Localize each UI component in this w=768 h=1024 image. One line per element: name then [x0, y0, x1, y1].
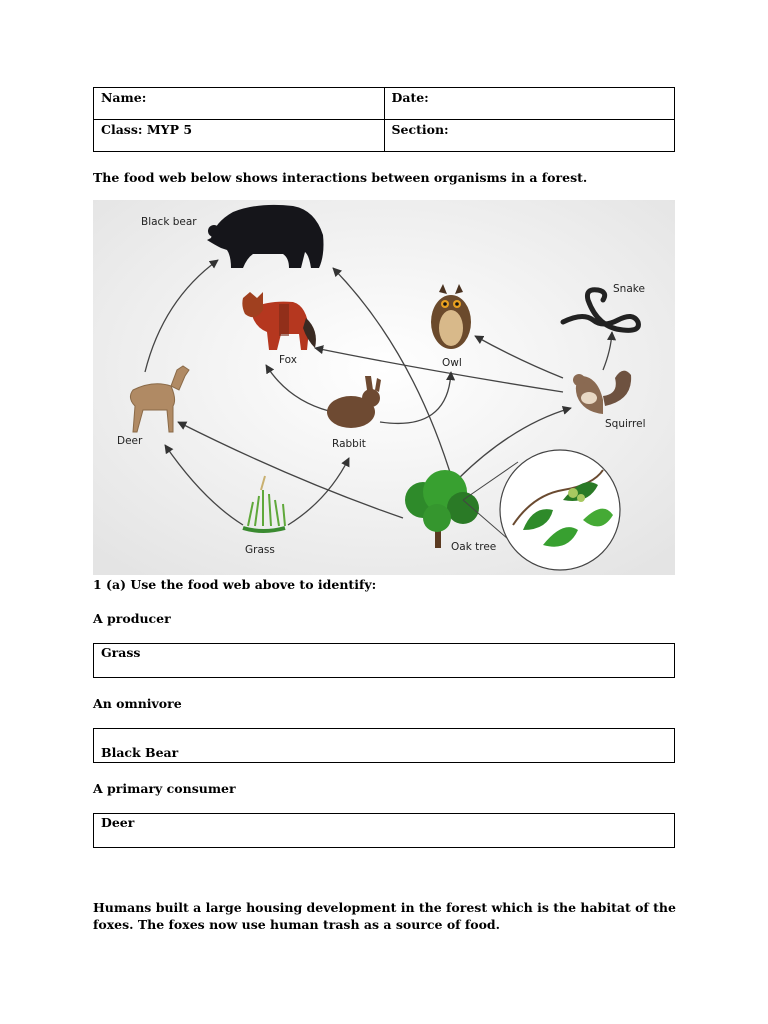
label-fox: Fox — [279, 354, 297, 366]
prompt-primary-consumer: A primary consumer — [93, 781, 236, 796]
label-owl: Owl — [442, 357, 462, 369]
label-grass: Grass — [245, 544, 275, 556]
label-deer: Deer — [117, 435, 143, 447]
answer-primary-consumer: Deer — [101, 815, 135, 830]
prompt-omnivore: An omnivore — [93, 696, 182, 711]
question-heading: 1 (a) Use the food web above to identify: — [93, 577, 377, 592]
class-field: Class: MYP 5 — [94, 120, 385, 152]
closing-line-2: foxes. The foxes now use human trash as a source of food. — [93, 917, 501, 932]
intro-text: The food web below shows interactions between organisms in a forest. — [93, 170, 588, 185]
name-field[interactable]: Name: — [94, 88, 385, 120]
closing-line-1: Humans built a large housing development in the forest which is the habitat of the — [93, 900, 676, 915]
food-web-diagram — [93, 200, 675, 575]
prompt-producer: A producer — [93, 611, 171, 626]
label-rabbit: Rabbit — [332, 438, 366, 450]
answer-box-producer[interactable] — [93, 643, 675, 678]
label-black-bear: Black bear — [141, 216, 197, 228]
answer-box-omnivore[interactable] — [93, 728, 675, 763]
label-squirrel: Squirrel — [605, 418, 646, 430]
answer-omnivore: Black Bear — [101, 745, 179, 760]
answer-box-primary-consumer[interactable] — [93, 813, 675, 848]
student-info-table — [93, 87, 675, 152]
label-oak-tree: Oak tree — [451, 541, 497, 553]
label-snake: Snake — [613, 283, 645, 295]
section-field[interactable]: Section: — [384, 120, 675, 152]
answer-producer: Grass — [101, 645, 141, 660]
date-field[interactable]: Date: — [384, 88, 675, 120]
